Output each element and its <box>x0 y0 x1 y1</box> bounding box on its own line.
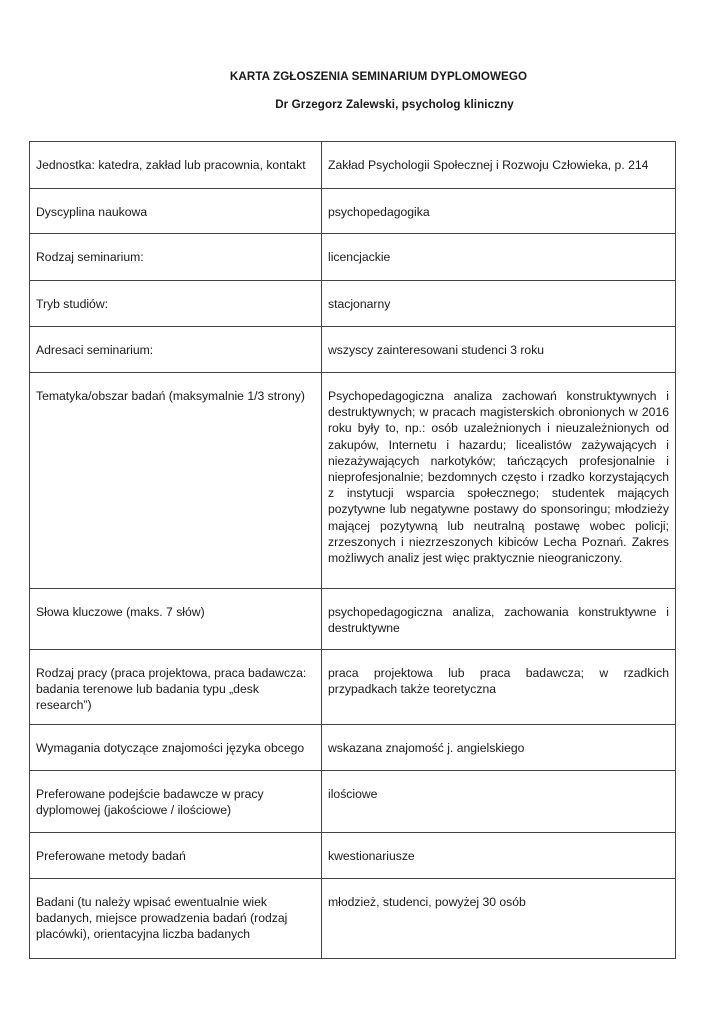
table-row-seminar-type <box>30 234 676 281</box>
row-label-seminar-type: Rodzaj seminarium: <box>30 234 322 281</box>
table-row-methods <box>30 833 676 879</box>
table-row-work-type <box>30 650 676 725</box>
row-value-language: wskazana znajomość j. angielskiego <box>322 725 676 771</box>
row-label-unit: Jednostka: katedra, zakład lub pracownia, kontakt <box>30 142 322 189</box>
row-label-language: Wymagania dotyczące znajomości języka obcego <box>30 725 322 771</box>
row-label-discipline: Dyscyplina naukowa <box>30 189 322 234</box>
row-label-keywords: Słowa kluczowe (maks. 7 słów) <box>30 589 322 650</box>
table-row-topics <box>30 373 676 589</box>
row-value-audience: wszyscy zainteresowani studenci 3 roku <box>322 327 676 373</box>
table-row-language <box>30 725 676 771</box>
row-label-study-mode: Tryb studiów: <box>30 281 322 327</box>
table-row-keywords <box>30 589 676 650</box>
row-label-participants: Badani (tu należy wpisać ewentualnie wiek badanych, miejsce prowadzenia badań (rodzaj placówki), orientacyjna liczba badanych <box>30 879 322 959</box>
page-title: KARTA ZGŁOSZENIA SEMINARIUM DYPLOMOWEGO <box>229 70 528 83</box>
row-label-methods: Preferowane metody badań <box>30 833 322 879</box>
page-subtitle: Dr Grzegorz Zalewski, psycholog kliniczny <box>275 98 514 111</box>
table-row-approach <box>30 771 676 833</box>
seminar-form-table <box>29 141 676 959</box>
table-row-unit <box>30 142 676 189</box>
row-value-study-mode: stacjonarny <box>322 281 676 327</box>
row-value-seminar-type: licencjackie <box>322 234 676 281</box>
row-label-topics: Tematyka/obszar badań (maksymalnie 1/3 strony) <box>30 373 322 589</box>
table-row-discipline <box>30 189 676 234</box>
row-label-approach: Preferowane podejście badawcze w pracy dyplomowej (jakościowe / ilościowe) <box>30 771 322 833</box>
row-label-work-type: Rodzaj pracy (praca projektowa, praca badawcza: badania terenowe lub badania typu „desk research”) <box>30 650 322 725</box>
table-row-audience <box>30 327 676 373</box>
row-value-work-type: praca projektowa lub praca badawcza; w rzadkich przypadkach także teoretyczna <box>322 650 676 725</box>
table-row-study-mode <box>30 281 676 327</box>
row-value-unit: Zakład Psychologii Społecznej i Rozwoju Człowieka, p. 214 <box>322 142 676 189</box>
row-value-participants: młodzież, studenci, powyżej 30 osób <box>322 879 676 959</box>
table-row-participants <box>30 879 676 959</box>
row-value-topics: Psychopedagogiczna analiza zachowań konstruktywnych i destruktywnych; w pracach magisterskich obronionych w 2016 roku były to, np.: osób uzależnionych i nieuzależnionych od zakupów, Internetu i hazardu; licealistów zażywających i niezażywających narkotyków; tańczących profesjonalnie i nieprofesjonalnie; bezdomnych często i rzadko korzystających z instytucji wsparcia społecznego; studentek mających pozytywne lub negatywne postawy do sponsoringu; młodzieży mającej pozytywną lub neutralną postawę wobec policji; zrzeszonych i niezrzeszonych kibiców Lecha Poznań. Zakres możliwych analiz jest więc praktycznie nieograniczony. <box>322 373 676 589</box>
row-label-audience: Adresaci seminarium: <box>30 327 322 373</box>
row-value-discipline: psychopedagogika <box>322 189 676 234</box>
row-value-methods: kwestionariusze <box>322 833 676 879</box>
row-value-approach: ilościowe <box>322 771 676 833</box>
row-value-keywords: psychopedagogiczna analiza, zachowania konstruktywne i destruktywne <box>322 589 676 650</box>
